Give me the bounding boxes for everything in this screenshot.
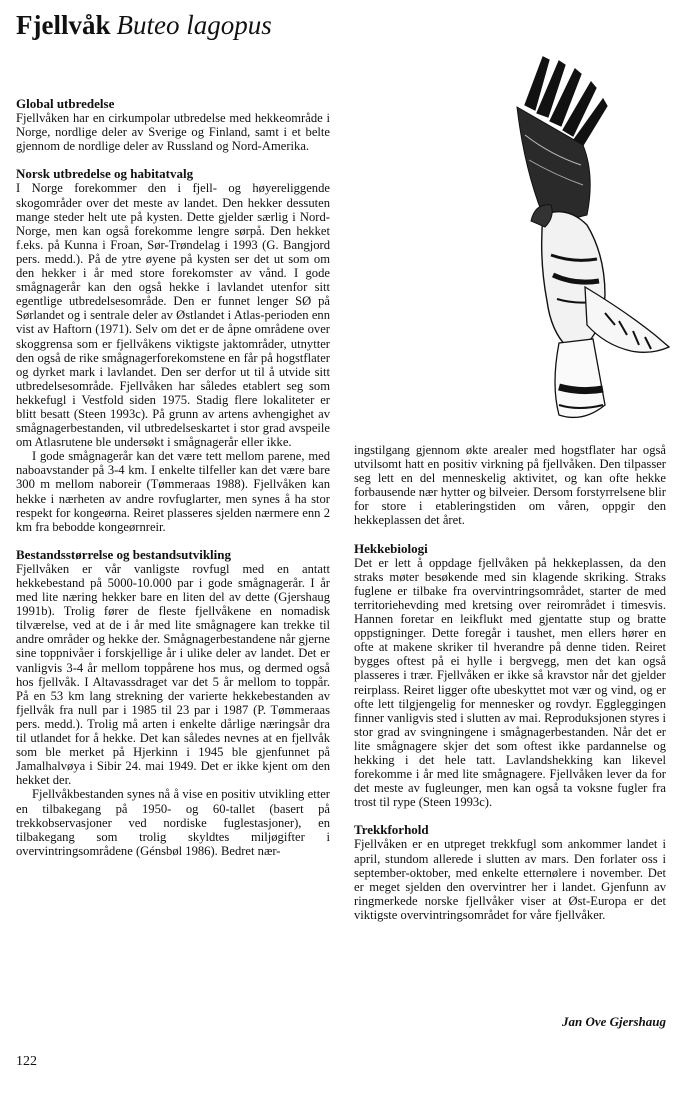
text-migration: Fjellvåken er en utpreget trekkfugl som ankommer landet i april, stundom allerede i slutten av mars. Den forlater oss i september-oktober, med enkelte etternølere i november. Det er meget sjelden den overvintrer her i landet. Gjenfunn av ringmerkede norske fjellvåker viser at Øst-Europa er det viktigste overvintringsområdet for våre fjellvåker. xyxy=(354,837,666,922)
right-column xyxy=(354,443,666,922)
heading-migration: Trekkforhold xyxy=(354,822,429,838)
rough-legged-buzzard-in-flight-drawing-icon xyxy=(455,55,673,430)
author-name: Jan Ove Gjershaug xyxy=(561,1014,666,1029)
heading-global-distribution: Global utbredelse xyxy=(16,96,115,111)
heading-breeding-biology: Hekkebiologi xyxy=(354,540,428,556)
text-population-2-continued: ingstilgang gjennom økte arealer med hogstflater har også utvilsomt hatt en positiv virkning på fjellvåken. Den tilpasser seg lett en del menneskelig aktivitet, og kan ofte hekke forbausende nær hytter og bilveier. Dersom forstyrrelsene blir for store i etableringstiden om våren, oppgir den hekkeplassen det året. xyxy=(354,443,666,528)
text-breeding-biology: Det er lett å oppdage fjellvåken på hekkeplassen, da den straks møter besøkende med sin klagende skriking. Straks fuglene er tilbake fra overvintringsområdet, starter de med territoriehevding med kretsing over reirområdet i timesvis. Hannen foretar en leikflukt med gjentatte stup og bratte oppstigninger. Dette foregår i taushet, men ellers hører en ofte at makene skriker til hverandre på denne tiden. Reiret bygges oftest på ei hylle i bergvegg, men det kan også plasseres i trær. Fjellvåken er ikke så kravstor når det gjelder reirplass. Reiret ligger ofte ubeskyttet mot vær og vind, og er ofte lett tilgjengelig for mennesker og rovdyr. Eggleggingen finner vanligvis sted i slutten av mai. Reproduksjonen styres i stor grad av svingningene i smågnagerbestanden. Når det er lite smågnagere skjer det som oftest ikke pardannelse og hekking i det hele tatt. Lavlandshekking kan likevel forekomme i år med lite smågnagere. Fjellvåken lever da for det meste av fugleunger, men kan også ta voksne fugler fra trost til rype (Steen 1993c). xyxy=(354,555,666,810)
left-column xyxy=(16,97,330,858)
page-title xyxy=(16,10,272,41)
page-number: 122 xyxy=(16,1054,37,1069)
species-latin-name: Buteo lagopus xyxy=(116,10,272,40)
heading-norwegian-distribution: Norsk utbredelse og habitatvalg xyxy=(16,166,194,182)
text-population-2: Fjellvåkbestanden synes nå å vise en positiv utvikling etter en tilbakegang på 1950- og 60-tallet (basert på trekkobservasjoner ved nordiske fuglestasjoner), en tilbakegang som trolig skyldtes miljøgifter i overvintringsområdene (Génsbøl 1986). Bedret nær- xyxy=(16,787,330,858)
text-norwegian-distribution-2: I gode smågnagerår kan det være tett mellom parene, med naboavstander på 3-4 km. I enkelte tilfeller kan det være bare 300 m mellom naboreir (Tømmeraas 1988). Fjellvåken kan hekke i nærheten av andre rovfuglarter, men synes å ha stor respekt for kongeørna. Reiret plasseres sjelden nærmere enn 2 km fra bebodde kongeørnreir. xyxy=(16,449,330,534)
text-population-1: Fjellvåken er vår vanligste rovfugl med en antatt hekkebestand på 5000-10.000 par i gode smågnagerår. I år med lite næring hekker bare en liten del av dette (Gjershaug 1991b). Trolig fører de fleste fjellvåkene en nomadisk tilværelse, ved at de i år med lite smågnagere kan trekke til andre områder og hekke der. Smågnagerbestandene når gjerne sine toppnivåer i forskjellige år i ulike deler av landet. Det er vanligvis 3-4 år mellom toppårene hos mus, og dermed også hos fjellvåk. I Altavassdraget var det 5 år mellom to toppår. På en 53 km lang strekning der varierte hekkebestanden av fjellvåk fra null par i 1985 til 23 par i 1987 (P. Tømmeraas pers. medd.). Trolig må arten i enkelte dårlige næringsår dra til utlandet for å hekke. Det kan således nevnes at en fjellvåk som ble merket på Hjerkinn i 1945 ble gjenfunnet på Jamalhalvøya i Sibir 24. mai 1949. Det er ikke kjent om den hekket der. xyxy=(16,561,330,788)
text-global-distribution: Fjellvåken har en cirkumpolar utbredelse med hekkeområde i Norge, nordlige deler av Sverige og Finland, samt i et belte gjennom de nordlige deler av Russland og Nord-Amerika. xyxy=(16,111,330,154)
text-norwegian-distribution-1: I Norge forekommer den i fjell- og høyereliggende skogområder over det meste av landet. Den hekker dessuten mange steder helt ute på kysten. Dette gjelder særlig i Nord-Norge, men kan også forekomme lengre sørpå. Den hekket f.eks. på Kunna i Froan, Sør-Trøndelag i 1993 (G. Bangjord pers. medd.). På de ytre øyene på kysten ser det ut som om den hekker i år med store forekomster av vånd. I gode smågnagerår kan den også hekke i lavlandet utenfor sitt egentlige utbredelsesområde. Den er funnet lenger SØ på Sørlandet og i sentrale deler av Østlandet i Atlas-perioden enn vist av Haftorn (1971). Selv om det er de åpne områdene over skoggrensa som er fjellvåkens viktigste jaktområder, utnytter den også de rike smågnagerforekomstene en får på hogstflater og dyrket mark i lavlandet. Den ser derfor ut til å utvide sitt utbredelsesområde. Fjellvåken har således etablert seg som hekkefugl i Vestfold siden 1975. Stadig flere lokaliteter er blitt besatt (Steen 1993c). På grunn av artens avhengighet av smågnagerbestanden, vil utbredelseskartet i stor grad avspeile om Atlasrutene ble undersøkt i smågnagerår eller ikke. xyxy=(16,181,330,450)
species-common-name: Fjellvåk xyxy=(16,10,111,40)
heading-population: Bestandsstørrelse og bestandsutvikling xyxy=(16,546,232,562)
